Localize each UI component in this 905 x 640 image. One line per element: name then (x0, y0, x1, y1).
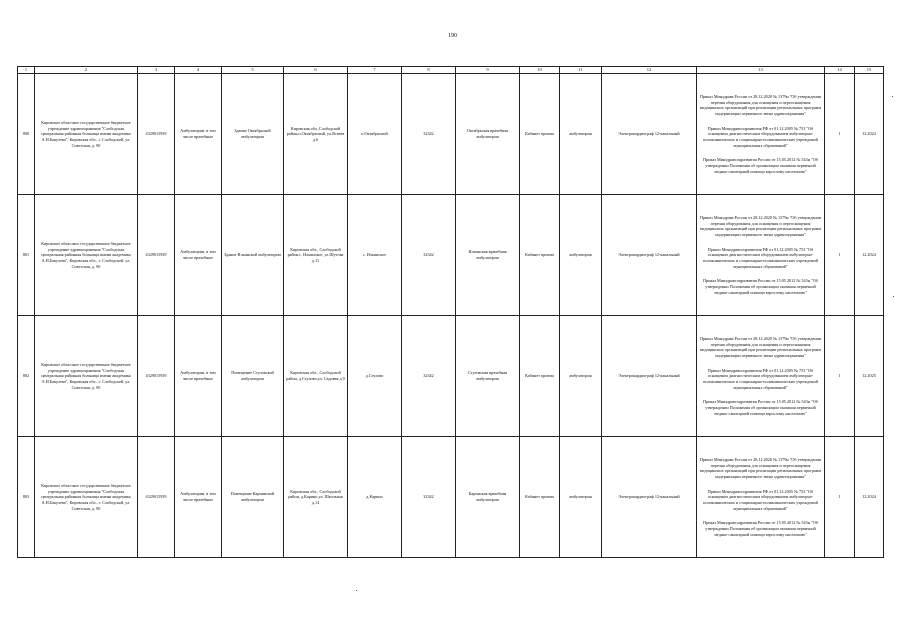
organization-cell: Кировское областное государственное бюджетное учреждение здравоохранения "Слободская центральная районная больница имени академика А.Н.Бакулева", Кировская обл., г. Слободской, ул. Советская, д. 90 (35, 195, 138, 316)
unit-name-cell: Ильинская врачебная амбулатория (456, 195, 520, 316)
organization-cell: Кировское областное государственное бюджетное учреждение здравоохранения "Слободская центральная районная больница имени академика А.Н.Бакулева", Кировская обл., г. Слободской, ул. Советская, д. 90 (35, 316, 138, 437)
inn-cell: 4329015939 (138, 437, 175, 558)
legal-basis-text: Приказ Минздравсоцразвития России от 15.05.2012 № 543н "Об утверждении Положения об организации оказания первичной медико-санитарной помощи взрослому населению" (703, 520, 818, 537)
unit-type-cell: Амбулатории, в том числе врачебные (175, 316, 222, 437)
room-cell: Кабинет приема (520, 437, 560, 558)
column-header: 7 (348, 67, 402, 74)
department-cell: амбулатория (560, 74, 602, 195)
legal-basis-text: Приказ Минздравсоцразвития России от 15.05.2012 № 543н "Об утверждении Положения об организации оказания первичной медико-санитарной помощи взрослому населению" (703, 278, 818, 295)
building-cell: Помещение Стуловской амбулатории (222, 316, 284, 437)
date-cell: 12.2024 (855, 195, 884, 316)
date-cell: 12.2024 (855, 74, 884, 195)
page-number: 190 (448, 33, 457, 39)
legal-basis-cell (697, 195, 825, 316)
column-header: 11 (560, 67, 602, 74)
row-number: 800 (18, 74, 35, 195)
column-header: 3 (138, 67, 175, 74)
row-number: 802 (18, 316, 35, 437)
unit-name-cell: Каринская врачебная амбулатория (456, 437, 520, 558)
building-cell: Здание Октябрьской амбулатории (222, 74, 284, 195)
column-header: 10 (520, 67, 560, 74)
equipment-register-table (17, 66, 884, 558)
address-cell: Кировская обл., Слободской район,с. Ильинское, ул.Шутова д.11 (284, 195, 348, 316)
code-cell: 32342 (402, 74, 456, 195)
row-number: 803 (18, 437, 35, 558)
scan-speck (356, 590, 357, 591)
legal-basis-text: Приказ Минздрава России от 28.12.2020 № 1379н "Об утверждении перечня оборудования для оснащения и переоснащения медицинских организаций при реализации региональных программ модернизации первичного звена здравоохранения" (699, 93, 822, 116)
column-header: 13 (697, 67, 825, 74)
room-cell: Кабинет приема (520, 74, 560, 195)
table-row (18, 437, 884, 558)
column-header: 4 (175, 67, 222, 74)
legal-basis-text: Приказ Минздравсоцразвития России от 15.05.2012 № 543н "Об утверждении Положения об организации оказания первичной медико-санитарной помощи взрослому населению" (703, 157, 818, 174)
table-row (18, 74, 884, 195)
column-header: 9 (456, 67, 520, 74)
equipment-cell: Электрокардиограф 12-канальный (602, 437, 697, 558)
room-cell: Кабинет приема (520, 316, 560, 437)
unit-name-cell: Октябрьская врачебная амбулатория (456, 74, 520, 195)
row-number: 801 (18, 195, 35, 316)
column-header: 5 (222, 67, 284, 74)
table-row (18, 316, 884, 437)
legal-basis-text: Приказ Минздравсоцразвития России от 15.05.2012 № 543н "Об утверждении Положения об организации оказания первичной медико-санитарной помощи взрослому населению" (703, 399, 818, 416)
unit-type-cell: Амбулатории, в том числе врачебные (175, 195, 222, 316)
legal-basis-cell (697, 437, 825, 558)
organization-cell: Кировское областное государственное бюджетное учреждение здравоохранения "Слободская центральная районная больница имени академика А.Н.Бакулева", Кировская обл., г. Слободской, ул. Советская, д. 90 (35, 437, 138, 558)
address-cell: Кировская обл., Слободской район, д.Стулово,ул. Садовая д.9 (284, 316, 348, 437)
legal-basis-text: Приказ Минздравсоцразвития РФ от 01.12.2005 № 753 "Об оснащении диагностическим оборудованием амбулаторно-поликлинических и стационарно-поликлинических учреждений муниципальных образований" (703, 367, 818, 390)
legal-basis-cell (697, 316, 825, 437)
legal-basis-text: Приказ Минздрава России от 28.12.2020 № 1379н "Об утверждении перечня оборудования для оснащения и переоснащения медицинских организаций при реализации региональных программ модернизации первичного звена здравоохранения" (699, 335, 822, 358)
column-header: 14 (825, 67, 855, 74)
unit-type-cell: Амбулатории, в том числе врачебные (175, 437, 222, 558)
column-number-row (18, 67, 884, 74)
legal-basis-text: Приказ Минздравсоцразвития РФ от 01.12.2005 № 753 "Об оснащении диагностическим оборудованием амбулаторно-поликлинических и стационарно-поликлинических учреждений муниципальных образований" (703, 246, 818, 269)
address-cell: Кировская обл., Слободской район, д.Карино,ул. Школьная д.14 (284, 437, 348, 558)
building-cell: Помещение Карнинской амбулатории (222, 437, 284, 558)
column-header: 15 (855, 67, 884, 74)
quantity-cell: 1 (825, 195, 855, 316)
code-cell: 32342 (402, 437, 456, 558)
locality-cell: с. Ильинское (348, 195, 402, 316)
code-cell: 32342 (402, 316, 456, 437)
inn-cell: 4329015939 (138, 74, 175, 195)
legal-basis-text: Приказ Минздравсоцразвития РФ от 01.12.2005 № 753 "Об оснащении диагностическим оборудованием амбулаторно-поликлинических и стационарно-поликлинических учреждений муниципальных образований" (703, 125, 818, 148)
department-cell: амбулатория (560, 437, 602, 558)
date-cell: 12.2024 (855, 437, 884, 558)
legal-basis-text: Приказ Минздравсоцразвития РФ от 01.12.2005 № 753 "Об оснащении диагностическим оборудованием амбулаторно-поликлинических и стационарно-поликлинических учреждений муниципальных образований" (703, 488, 818, 511)
inn-cell: 4329015939 (138, 195, 175, 316)
quantity-cell: 1 (825, 316, 855, 437)
building-cell: Здание Ильинской амбулатории (222, 195, 284, 316)
legal-basis-text: Приказ Минздрава России от 28.12.2020 № 1379н "Об утверждении перечня оборудования для оснащения и переоснащения медицинских организаций при реализации региональных программ модернизации первичного звена здравоохранения" (699, 456, 822, 479)
unit-name-cell: Стуловская врачебная амбулатория (456, 316, 520, 437)
quantity-cell: 1 (825, 437, 855, 558)
legal-basis-text: Приказ Минздрава России от 28.12.2020 № 1379н "Об утверждении перечня оборудования для оснащения и переоснащения медицинских организаций при реализации региональных программ модернизации первичного звена здравоохранения" (699, 214, 822, 237)
equipment-cell: Электрокардиограф 12-канальный (602, 74, 697, 195)
locality-cell: п.Октябрьский (348, 74, 402, 195)
department-cell: амбулатория (560, 195, 602, 316)
column-header: 12 (602, 67, 697, 74)
scan-speck (893, 296, 894, 297)
equipment-cell: Электрокардиограф 12-канальный (602, 316, 697, 437)
code-cell: 32342 (402, 195, 456, 316)
room-cell: Кабинет приема (520, 195, 560, 316)
address-cell: Кировская обл.,Слободской район,п.Октябрьский, ул.Ясеева д.6 (284, 74, 348, 195)
locality-cell: д.Карино (348, 437, 402, 558)
table-row (18, 195, 884, 316)
inn-cell: 4329015939 (138, 316, 175, 437)
scan-speck (892, 96, 893, 97)
equipment-cell: Электрокардиограф 12-канальный (602, 195, 697, 316)
column-header: 6 (284, 67, 348, 74)
organization-cell: Кировское областное государственное бюджетное учреждение здравоохранения "Слободская центральная районная больница имени академика А.Н.Бакулева", Кировская обл., г. Слободской, ул. Советская, д. 90 (35, 74, 138, 195)
legal-basis-cell (697, 74, 825, 195)
department-cell: амбулатория (560, 316, 602, 437)
column-header: 2 (35, 67, 138, 74)
quantity-cell: 1 (825, 74, 855, 195)
locality-cell: д.Стулово (348, 316, 402, 437)
date-cell: 12.2025 (855, 316, 884, 437)
unit-type-cell: Амбулатории, в том числе врачебные (175, 74, 222, 195)
column-header: 8 (402, 67, 456, 74)
column-header: 1 (18, 67, 35, 74)
